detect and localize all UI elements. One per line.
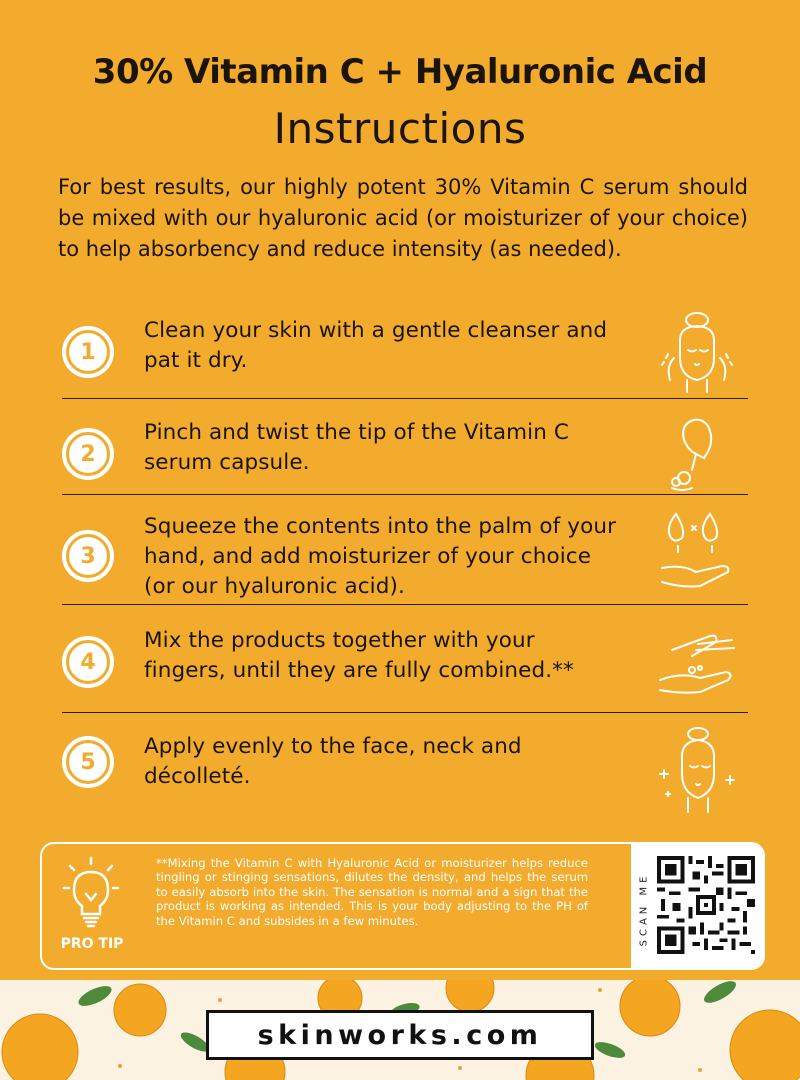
- title-line-2: Instructions: [273, 104, 527, 153]
- qr-card[interactable]: [631, 844, 763, 968]
- step-text: Apply evenly to the face, neck and décolleté.: [144, 734, 522, 789]
- step-1: [62, 316, 748, 402]
- intro-text: For best results, our highly potent 30% Vitamin C serum should be mixed with our hyaluronic acid (or moisturizer of your choice) to help absorbency and reduce intensity (as needed).: [58, 175, 748, 261]
- capsule-icon: [652, 412, 742, 502]
- step-text: Clean your skin with a gentle cleanser and pat it dry.: [144, 318, 608, 373]
- step-divider: [62, 398, 748, 399]
- drops-in-hand-icon: [652, 506, 742, 596]
- face-sparkle-icon: [652, 726, 742, 816]
- pro-tip-box: [40, 842, 765, 970]
- step-number-badge: 3: [62, 530, 114, 582]
- pro-tip-label: PRO TIP: [60, 936, 124, 952]
- step-number-badge: 4: [62, 636, 114, 688]
- step-text: Pinch and twist the tip of the Vitamin C serum capsule.: [144, 420, 569, 475]
- scan-me-label-wrap: [633, 864, 655, 954]
- website-text: skinworks.com: [257, 1019, 543, 1051]
- step-2: [62, 418, 748, 504]
- step-5: [62, 732, 748, 818]
- step-3: [62, 512, 748, 598]
- website-link[interactable]: [206, 1010, 594, 1060]
- title-line-1: 30% Vitamin C + Hyaluronic Acid: [92, 52, 708, 92]
- pro-tip-text: **Mixing the Vitamin C with Hyaluronic Acid or moisturizer helps reduce tingling or stinging sensations, dilutes the density, and helps the serum to easily absorb into the skin. The sensation is normal and a sign that the product is working as intended. This is your body adjusting to the PH of the Vitamin C and subsides in a few minutes.: [156, 856, 588, 928]
- lightbulb-icon: [60, 854, 122, 934]
- step-number-badge: 1: [62, 326, 114, 378]
- step-number-badge: 2: [62, 428, 114, 480]
- qr-code-icon[interactable]: [657, 856, 755, 954]
- step-number-badge: 5: [62, 736, 114, 788]
- mixing-hands-icon: [652, 620, 742, 710]
- step-divider: [62, 494, 748, 495]
- step-text: Mix the products together with your fingers, until they are fully combined.**: [144, 628, 574, 683]
- step-4: [62, 626, 748, 712]
- face-washing-icon: [652, 310, 742, 400]
- step-divider: [62, 712, 748, 713]
- step-divider: [62, 604, 748, 605]
- scan-me-label: SCAN ME: [638, 872, 650, 946]
- step-text: Squeeze the contents into the palm of your hand, and add moisturizer of your choice (or our hyaluronic acid).: [144, 514, 617, 599]
